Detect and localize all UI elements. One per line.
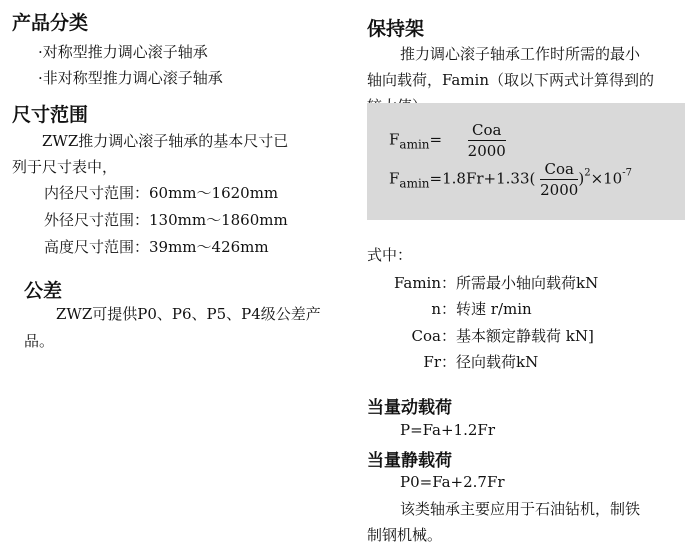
formula-box [367, 103, 685, 220]
fraction-numerator: Coa [468, 121, 506, 141]
application-text: 该类轴承主要应用于石油钻机，制铁 [400, 500, 641, 518]
formula-sub: amin [399, 176, 430, 191]
formula-sub: amin [399, 137, 430, 152]
formula-fraction [468, 121, 506, 160]
formula-f: F [389, 130, 400, 149]
formula-eq: = [429, 130, 443, 149]
def-symbol: Fr： [423, 353, 456, 371]
def-symbol: Famin： [393, 274, 456, 292]
def-symbol: Coa： [411, 327, 456, 345]
tolerance-text: 品。 [24, 332, 55, 350]
outer-diameter-range: 外径尺寸范围：130mm～1860mm [44, 211, 288, 229]
fraction-denominator: 2000 [540, 181, 579, 199]
size-range-text: 列于尺寸表中， [12, 158, 118, 176]
list-item: ·非对称型推力调心滚子轴承 [38, 69, 223, 87]
def-description: 所需最小轴向载荷kN [456, 274, 599, 292]
def-description: 转速 r/min [456, 300, 532, 318]
heading-cage: 保持架 [367, 18, 425, 40]
def-description: 基本额定静载荷 kN] [456, 327, 594, 345]
where-label: 式中： [367, 246, 413, 264]
heading-dynamic-load: 当量动载荷 [367, 398, 452, 418]
cage-text: 推力调心滚子轴承工作时所需的最小 [400, 45, 641, 63]
dynamic-load-formula: P=Fa+1.2Fr [400, 421, 495, 439]
formula-exponent: 2 [584, 167, 591, 179]
def-symbol: n： [431, 300, 456, 318]
formula-fraction [540, 160, 578, 199]
formula-eq-expression: =1.8Fr+1.33( [429, 169, 536, 188]
inner-diameter-range: 内径尺寸范围：60mm～1620mm [44, 184, 279, 202]
tolerance-text: ZWZ可提供P0、P6、P5、P4级公差产 [56, 305, 321, 323]
heading-tolerance: 公差 [24, 280, 63, 302]
fraction-denominator: 2000 [467, 142, 506, 160]
heading-static-load: 当量静载荷 [367, 451, 452, 471]
def-description: 径向载荷kN [456, 353, 539, 371]
heading-product-class: 产品分类 [12, 12, 89, 34]
formula-famin-1 [389, 121, 506, 160]
cage-text: 轴向载荷，Famin（取以下两式计算得到的 [367, 71, 655, 89]
formula-times: ×10 [590, 169, 623, 188]
application-text: 制钢机械。 [367, 526, 443, 544]
height-range: 高度尺寸范围：39mm～426mm [44, 238, 269, 256]
heading-size-range: 尺寸范围 [12, 104, 89, 126]
formula-close-paren: ) [578, 169, 585, 188]
static-load-formula: P0=Fa+2.7Fr [400, 473, 505, 491]
formula-exponent: -7 [622, 167, 632, 179]
formula-f: F [389, 169, 400, 188]
formula-famin-2 [389, 160, 632, 199]
size-range-text: ZWZ推力调心滚子轴承的基本尺寸已 [42, 132, 289, 150]
list-item: ·对称型推力调心滚子轴承 [38, 43, 208, 61]
fraction-numerator: Coa [540, 160, 578, 180]
